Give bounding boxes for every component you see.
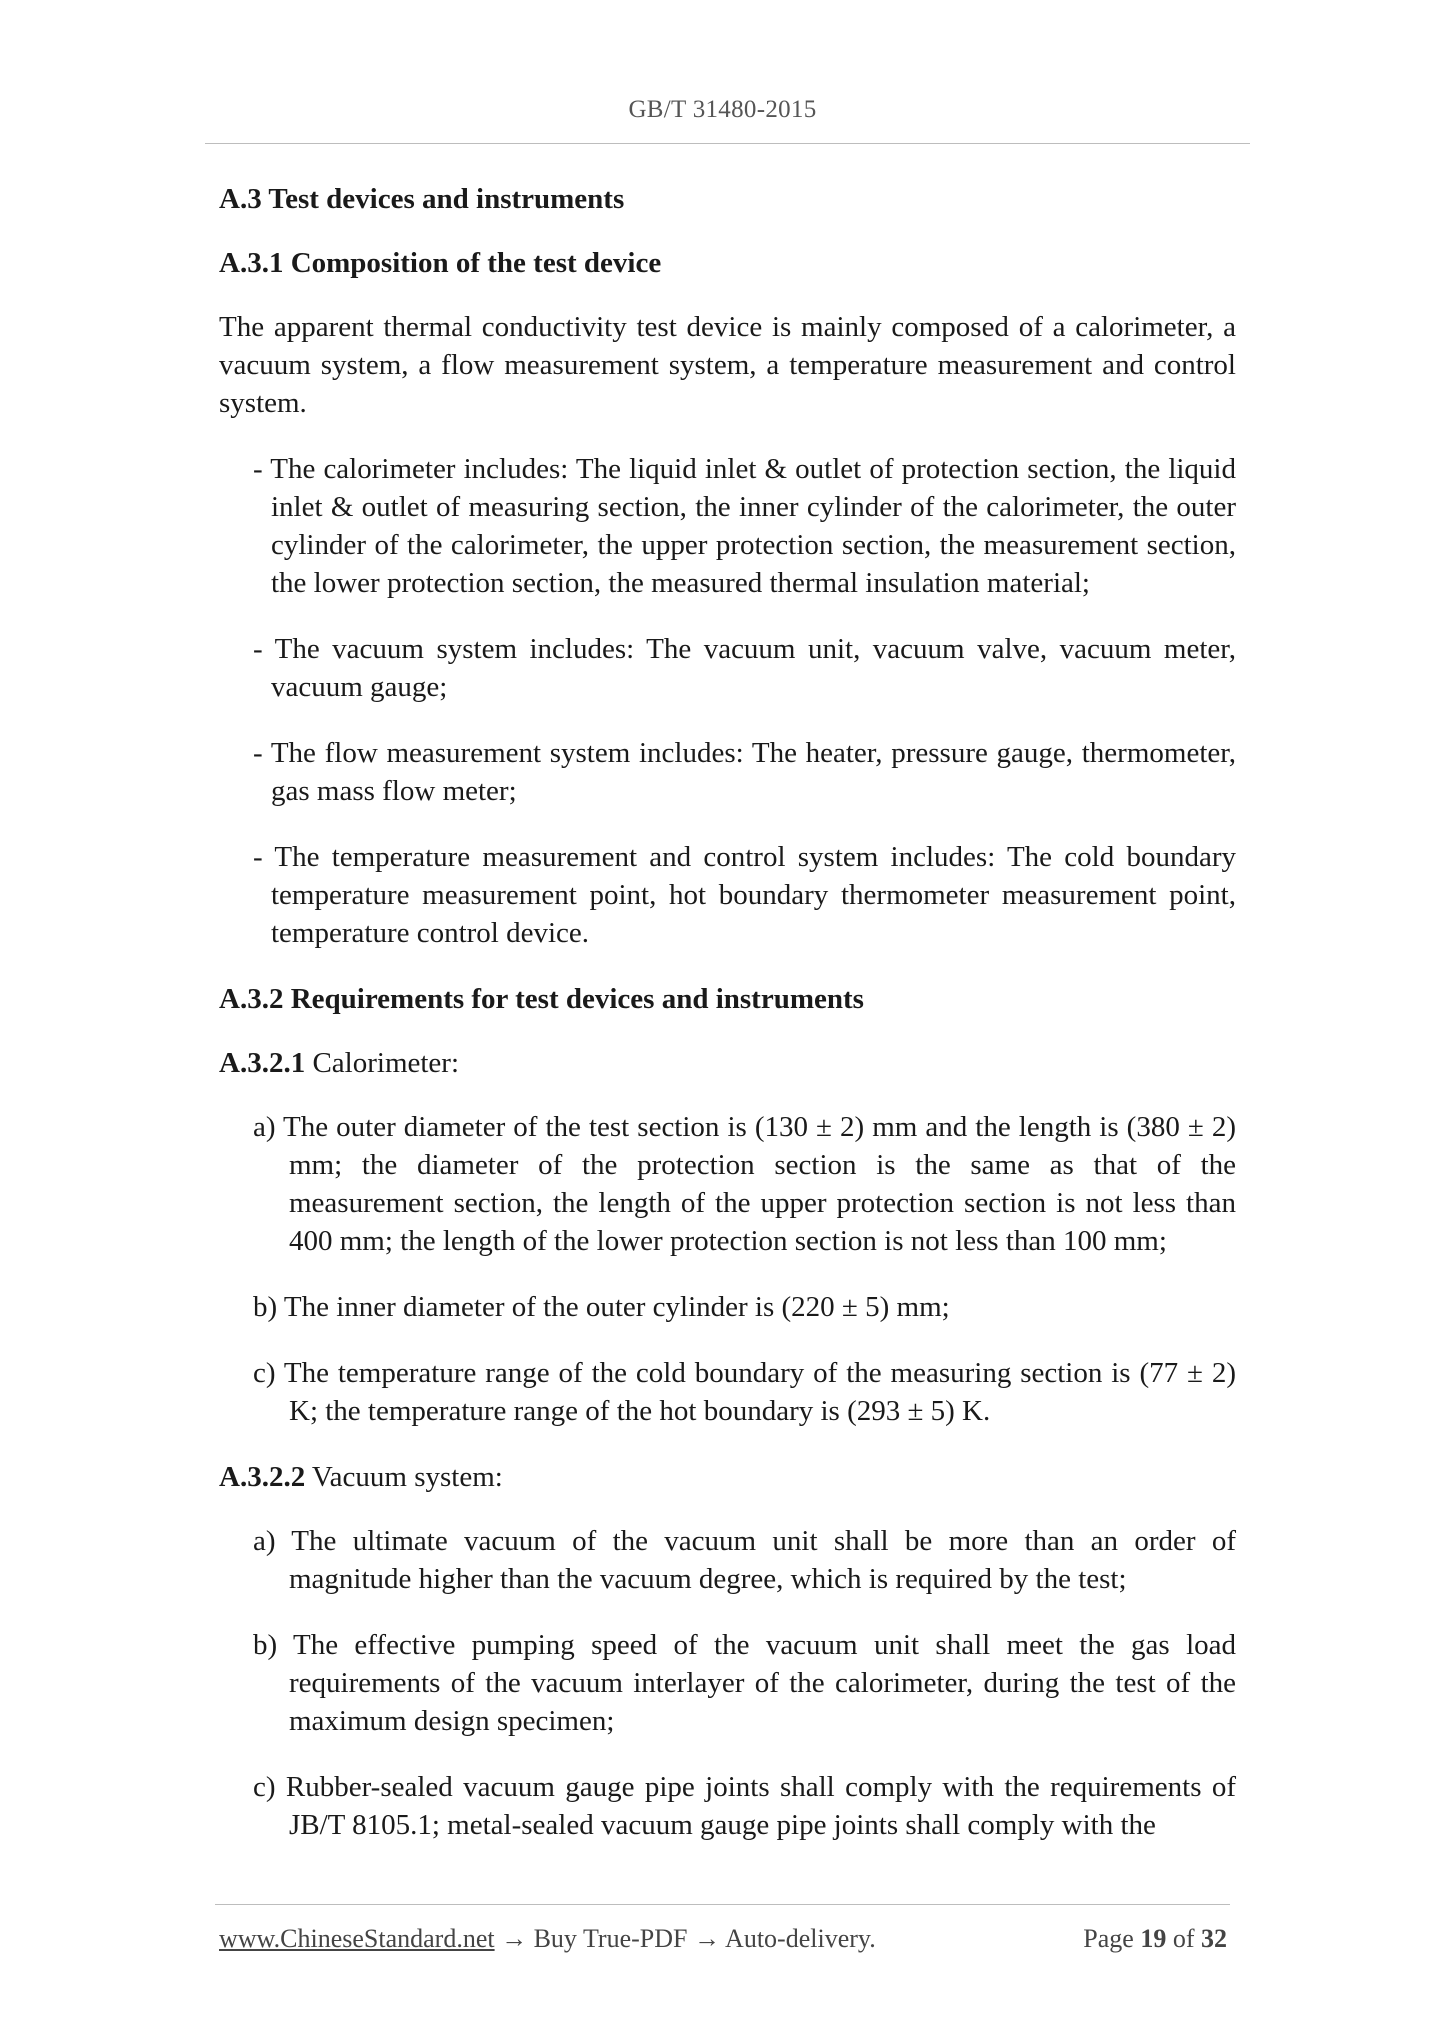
clause-a321 xyxy=(219,1044,1236,1082)
section-a32-heading: A.3.2 Requirements for test devices and instruments xyxy=(219,983,864,1015)
website-link[interactable]: www.ChineseStandard.net xyxy=(219,1924,495,1953)
clause-a322 xyxy=(219,1458,1236,1496)
bullet-calorimeter: - The calorimeter includes: The liquid inlet & outlet of protection section, the liquid inlet & outlet of measuring section, the inner cylinder of the calorimeter, the outer cylinder of the calorimeter, the upper protection section, the measurement section, the lower protection section, the measured thermal insulation material; xyxy=(253,453,1236,599)
footer-promo xyxy=(219,1924,876,1954)
footer-divider xyxy=(215,1904,1230,1905)
bullet-temperature-control: - The temperature measurement and control system includes: The cold boundary temperature measurement point, hot boundary thermometer measurement point, temperature control device. xyxy=(253,841,1236,949)
header-divider xyxy=(205,143,1250,144)
calorimeter-item-b: b) The inner diameter of the outer cylinder is (220 ± 5) mm; xyxy=(253,1291,950,1323)
page-number xyxy=(1083,1924,1227,1954)
total-pages: 32 xyxy=(1201,1924,1227,1953)
clause-a321-label: Calorimeter: xyxy=(305,1047,460,1079)
section-a31-intro: The apparent thermal conductivity test device is mainly composed of a calorimeter, a vacuum system, a flow measurement system, a temperature measurement and control system. xyxy=(219,311,1236,419)
page-word: Page xyxy=(1083,1924,1141,1953)
section-a3-heading: A.3 Test devices and instruments xyxy=(219,183,625,215)
vacuum-item-c: c) Rubber-sealed vacuum gauge pipe joints shall comply with the requirements of JB/T 8105.1; metal-sealed vacuum gauge pipe joints shall comply with the xyxy=(253,1771,1236,1841)
section-a31-heading: A.3.1 Composition of the test device xyxy=(219,247,662,279)
current-page: 19 xyxy=(1140,1924,1167,1953)
document-id-header: GB/T 31480-2015 xyxy=(628,96,817,123)
clause-a322-number: A.3.2.2 xyxy=(219,1461,306,1493)
calorimeter-item-c: c) The temperature range of the cold boundary of the measuring section is (77 ± 2) K; the temperature range of the hot boundary is (293 ± 5) K. xyxy=(253,1357,1236,1427)
page-body xyxy=(219,168,1236,1844)
clause-a322-label: Vacuum system: xyxy=(305,1461,503,1493)
bullet-vacuum-system: - The vacuum system includes: The vacuum unit, vacuum valve, vacuum meter, vacuum gauge; xyxy=(253,633,1236,703)
footer-promo-text: → Buy True-PDF → Auto-delivery. xyxy=(494,1924,876,1953)
calorimeter-item-a: a) The outer diameter of the test section is (130 ± 2) mm and the length is (380 ± 2) mm; the diameter of the protection section is the same as that of the measurement section, the length of the upper protection section is not less than 400 mm; the length of the lower protection section is not less than 100 mm; xyxy=(253,1111,1236,1257)
bullet-flow-measurement: - The flow measurement system includes: The heater, pressure gauge, thermometer, gas mass flow meter; xyxy=(253,737,1236,807)
of-word: of xyxy=(1166,1924,1201,1953)
clause-a321-number: A.3.2.1 xyxy=(219,1047,306,1079)
vacuum-item-b: b) The effective pumping speed of the vacuum unit shall meet the gas load requirements of the vacuum interlayer of the calorimeter, during the test of the maximum design specimen; xyxy=(253,1629,1236,1737)
vacuum-item-a: a) The ultimate vacuum of the vacuum unit shall be more than an order of magnitude higher than the vacuum degree, which is required by the test; xyxy=(253,1525,1236,1595)
